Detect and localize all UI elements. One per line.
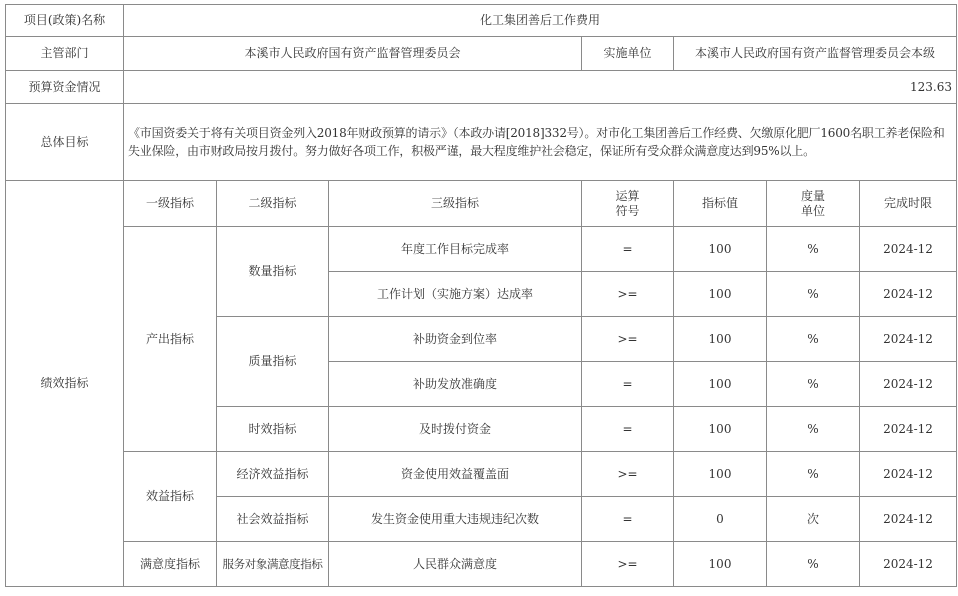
table-row: [6, 227, 957, 272]
indicator-value: 100: [674, 452, 767, 497]
indicator-unit: %: [767, 452, 860, 497]
indicator-value: 100: [674, 317, 767, 362]
indicator-name: 人民群众满意度: [329, 542, 582, 587]
project-row: [6, 5, 957, 37]
indicator-deadline: 2024-12: [860, 407, 957, 452]
header-unit-line2: 单位: [800, 203, 825, 218]
subgroup-service: 服务对象满意度指标: [217, 542, 329, 587]
header-deadline: 完成时限: [860, 181, 957, 227]
subgroup-quality: 质量指标: [217, 317, 329, 407]
group-satisfaction: 满意度指标: [124, 542, 217, 587]
header-row: [6, 181, 957, 227]
header-level3: 三级指标: [329, 181, 582, 227]
indicator-operator: >=: [582, 452, 674, 497]
indicator-deadline: 2024-12: [860, 497, 957, 542]
indicator-unit: %: [767, 227, 860, 272]
header-value: 指标值: [674, 181, 767, 227]
indicator-value: 100: [674, 407, 767, 452]
indicator-value: 100: [674, 227, 767, 272]
performance-target-table: [5, 4, 957, 587]
indicator-value: 100: [674, 362, 767, 407]
impl-unit-value: 本溪市人民政府国有资产监督管理委员会本级: [674, 37, 957, 71]
indicator-operator: =: [582, 497, 674, 542]
project-label: 项目(政策)名称: [6, 5, 124, 37]
group-output: 产出指标: [124, 227, 217, 452]
indicator-operator: >=: [582, 542, 674, 587]
table-row: [6, 542, 957, 587]
indicator-value: 100: [674, 542, 767, 587]
indicator-operator: =: [582, 407, 674, 452]
indicator-name: 年度工作目标完成率: [329, 227, 582, 272]
indicator-unit: %: [767, 407, 860, 452]
indicator-name: 补助发放准确度: [329, 362, 582, 407]
indicator-name: 资金使用效益覆盖面: [329, 452, 582, 497]
indicator-operator: =: [582, 227, 674, 272]
goal-row: [6, 104, 957, 181]
indicator-name: 工作计划（实施方案）达成率: [329, 272, 582, 317]
indicator-value: 0: [674, 497, 767, 542]
indicator-operator: =: [582, 362, 674, 407]
indicator-name: 补助资金到位率: [329, 317, 582, 362]
header-unit-line1: 度量: [800, 188, 825, 203]
indicator-unit: 次: [767, 497, 860, 542]
department-row: [6, 37, 957, 71]
group-benefit: 效益指标: [124, 452, 217, 542]
indicator-unit: %: [767, 542, 860, 587]
header-level1: 一级指标: [124, 181, 217, 227]
header-unit: [767, 181, 860, 227]
goal-label: 总体目标: [6, 104, 124, 181]
perf-label: 绩效指标: [6, 181, 124, 587]
indicator-deadline: 2024-12: [860, 317, 957, 362]
indicator-name: 及时拨付资金: [329, 407, 582, 452]
budget-row: [6, 71, 957, 104]
indicator-deadline: 2024-12: [860, 362, 957, 407]
department-value: 本溪市人民政府国有资产监督管理委员会: [124, 37, 582, 71]
budget-value: 123.63: [124, 71, 957, 104]
indicator-deadline: 2024-12: [860, 227, 957, 272]
indicator-unit: %: [767, 317, 860, 362]
indicator-unit: %: [767, 272, 860, 317]
indicator-deadline: 2024-12: [860, 452, 957, 497]
header-operator-line2: 符号: [615, 203, 640, 218]
indicator-operator: >=: [582, 272, 674, 317]
indicator-operator: >=: [582, 317, 674, 362]
subgroup-economic: 经济效益指标: [217, 452, 329, 497]
indicator-deadline: 2024-12: [860, 542, 957, 587]
subgroup-timeliness: 时效指标: [217, 407, 329, 452]
subgroup-social: 社会效益指标: [217, 497, 329, 542]
goal-text: 《市国资委关于将有关项目资金列入2018年财政预算的请示》（本政办请[2018]332号）。对市化工集团善后工作经费、欠缴原化肥厂1600名职工养老保险和失业保险，由市财政局按月拨付。努力做好各项工作，积极严谨，最大程度维护社会稳定，保证所有受众群众满意度达到95%以上。: [124, 104, 957, 181]
header-operator-line1: 运算: [615, 188, 640, 203]
department-label: 主管部门: [6, 37, 124, 71]
indicator-value: 100: [674, 272, 767, 317]
header-operator: [582, 181, 674, 227]
budget-label: 预算资金情况: [6, 71, 124, 104]
impl-unit-label: 实施单位: [582, 37, 674, 71]
indicator-unit: %: [767, 362, 860, 407]
indicator-name: 发生资金使用重大违规违纪次数: [329, 497, 582, 542]
subgroup-quantity: 数量指标: [217, 227, 329, 317]
table-row: [6, 452, 957, 497]
header-level2: 二级指标: [217, 181, 329, 227]
indicator-deadline: 2024-12: [860, 272, 957, 317]
project-value: 化工集团善后工作费用: [124, 5, 957, 37]
